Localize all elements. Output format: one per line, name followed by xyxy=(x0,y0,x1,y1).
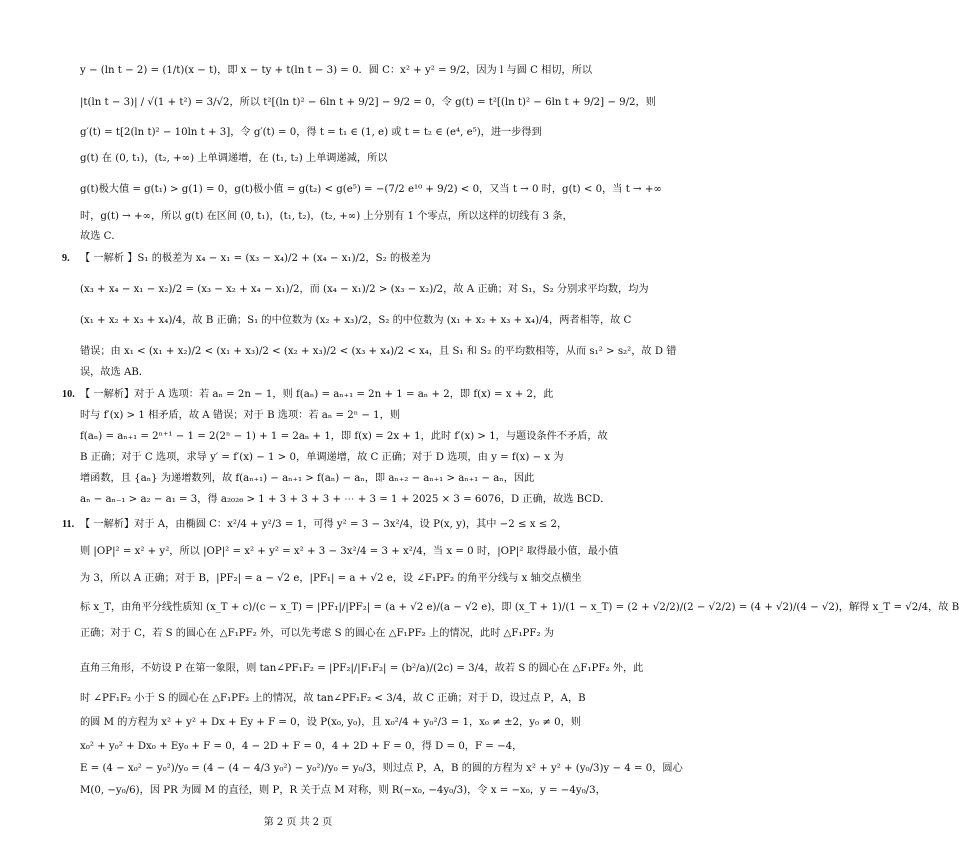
text-line: x₀² + y₀² + Dx₀ + Ey₀ + F = 0，4 − 2D + F = 0，4 + 2D + F = 0，得 D = 0，F = −4， xyxy=(80,741,523,752)
text-line: 时 ∠PF₁F₂ 小于 S 的圆心在 △F₁PF₂ 上的情况，故 tan∠PF₁F₂ < 3/4，故 C 正确；对于 D，设过点 P，A，B xyxy=(80,693,586,704)
text-line: 【 一解析】对于 A，由椭圆 C：x²/4 + y²/3 = 1，可得 y² = 3 − 3x²/4，设 P(x, y)，其中 −2 ≤ x ≤ 2， xyxy=(80,519,568,530)
text-line: f(aₙ) = aₙ₊₁ = 2ⁿ⁺¹ − 1 = 2(2ⁿ − 1) + 1 = 2aₙ + 1，即 f(x) = 2x + 1，此时 f′(x) > 1，与题设条件不矛盾，故 xyxy=(80,431,608,442)
text-line: B 正确；对于 C 选项，求导 y′ = f′(x) − 1 > 0，单调递增，故 C 正确；对于 D 选项，由 y = f(x) − x 为 xyxy=(80,452,564,463)
text-line: aₙ − aₙ₋₁ > a₂ − a₁ = 3，得 a₂₀₂₆ > 1 + 3 + 3 + 3 + ⋯ + 3 = 1 + 2025 × 3 = 6076，D 正确，故选 BCD． xyxy=(80,494,611,505)
text-line: g(t)极大值 = g(t₁) > g(1) = 0，g(t)极小值 = g(t₂) < g(e⁵) = −(7/2 e¹⁰ + 9/2) < 0，又当 t → 0 时，g(t) < 0，当 t → +∞ xyxy=(80,184,662,195)
question-number: 9. xyxy=(62,253,70,264)
text-line: 【 一解析 】S₁ 的极差为 x₄ − x₁ = (x₃ − x₄)/2 + (x₄ − x₁)/2，S₂ 的极差为 xyxy=(80,253,431,264)
text-line: 时与 f′(x) > 1 相矛盾，故 A 错误；对于 B 选项：若 aₙ = 2ⁿ − 1，则 xyxy=(80,410,401,421)
text-line: 直角三角形，不妨设 P 在第一象限，则 tan∠PF₁F₂ = |PF₂|/|F₁F₂| = (b²/a)/(2c) = 3/4，故若 S 的圆心在 △F₁PF₂ 外，此 xyxy=(80,663,644,674)
text-line: (x₁ + x₂ + x₃ + x₄)/4，故 B 正确；S₁ 的中位数为 (x₂ + x₃)/2，S₂ 的中位数为 (x₁ + x₂ + x₃ + x₄)/4，两者相等，故 C xyxy=(80,315,632,326)
text-line: 则 |OP|² = x² + y²，所以 |OP|² = x² + y² = x² + 3 − 3x²/4 = 3 + x²/4，当 x = 0 时，|OP|² 取得最小值，最小值 xyxy=(80,546,619,557)
text-line: 故选 C． xyxy=(80,231,122,242)
text-line: 时，g(t) → +∞，所以 g(t) 在区间 (0, t₁)，(t₁, t₂)，(t₂, +∞) 上分别有 1 个零点，所以这样的切线有 3 条， xyxy=(80,211,573,222)
question-number: 11. xyxy=(62,519,75,530)
text-line: 误，故选 AB． xyxy=(80,367,150,378)
text-line: E = (4 − x₀² − y₀²)/y₀ = (4 − (4 − 4/3 y₀²) − y₀²)/y₀ = y₀/3，则过点 P，A，B 的圆的方程为 x² + y² + (y₀/3)y − 4 = 0，圆心 xyxy=(80,763,683,774)
text-line: 标 x_T，由角平分线性质知 (x_T + c)/(c − x_T) = |PF₁|/|PF₂| = (a + √2 e)/(a − √2 e)，即 (x_T + 1)/(1 − x_T) = (2 + √2/2)/(2 − √2/2) = (4 + √2)/(4 − √2)，解得 x_T = √2/4，故 B xyxy=(80,602,959,613)
text-line: g′(t) = t[2(ln t)² − 10ln t + 3]，令 g′(t) = 0，得 t = t₁ ∈ (1, e) 或 t = t₂ ∈ (e⁴, e⁵)，进一步得到 xyxy=(80,127,542,138)
text-line: 【 一解析】对于 A 选项：若 aₙ = 2n − 1，则 f(aₙ) = aₙ₊₁ = 2n + 1 = aₙ + 2，即 f(x) = x + 2，此 xyxy=(80,389,554,400)
text-line: 增函数，且 {aₙ} 为递增数列，故 f(aₙ₊₁) − aₙ₊₁ > f(aₙ) − aₙ，即 aₙ₊₂ − aₙ₊₁ > aₙ₊₁ − aₙ，因此 xyxy=(80,473,535,484)
text-line: y − (ln t − 2) = (1/t)(x − t)，即 x − ty + t(ln t − 3) = 0．圆 C：x² + y² = 9/2，因为 l 与圆 C 相切，所以 xyxy=(80,65,593,76)
question-number: 10. xyxy=(62,389,75,400)
text-line: 为 3，所以 A 正确；对于 B，|PF₂| = a − √2 e，|PF₁| = a + √2 e，设 ∠F₁PF₂ 的角平分线与 x 轴交点横坐 xyxy=(80,573,582,584)
text-line: 正确；对于 C，若 S 的圆心在 △F₁PF₂ 外，可以先考虑 S 的圆心在 △F₁PF₂ 上的情况，此时 △F₁PF₂ 为 xyxy=(80,628,554,639)
text-line: g(t) 在 (0, t₁)，(t₂, +∞) 上单调递增，在 (t₁, t₂) 上单调递减，所以 xyxy=(80,153,388,164)
text-line: (x₃ + x₄ − x₁ − x₂)/2 = (x₃ − x₂ + x₄ − x₁)/2，而 (x₄ − x₁)/2 > (x₃ − x₂)/2，故 A 正确；对 S₁，S₂ 分别求平均数，均为 xyxy=(80,284,649,295)
text-line: |t(ln t − 3)| / √(1 + t²) = 3/√2，所以 t²[(ln t)² − 6ln t + 9/2] − 9/2 = 0，令 g(t) = t²[(ln t)² − 6ln t + 9/2] − 9/2，则 xyxy=(80,97,656,108)
page-footer: 第 2 页 共 2 页 xyxy=(263,817,333,828)
text-line: M(0, −y₀/6)，因 PR 为圆 M 的直径，则 P，R 关于点 M 对称，则 R(−x₀, −4y₀/3)，令 x = −x₀，y = −4y₀/3， xyxy=(80,785,606,796)
text-line: 错误；由 x₁ < (x₁ + x₂)/2 < (x₁ + x₃)/2 < (x₂ + x₃)/2 < (x₃ + x₄)/2 < x₄，且 S₁ 和 S₂ 的平均数相等，从而 s₁² > s₂²，故 D 错 xyxy=(80,346,677,357)
text-line: 的圆 M 的方程为 x² + y² + Dx + Ey + F = 0，设 P(x₀, y₀)，且 x₀²/4 + y₀²/3 = 1，x₀ ≠ ±2，y₀ ≠ 0，则 xyxy=(80,717,581,728)
